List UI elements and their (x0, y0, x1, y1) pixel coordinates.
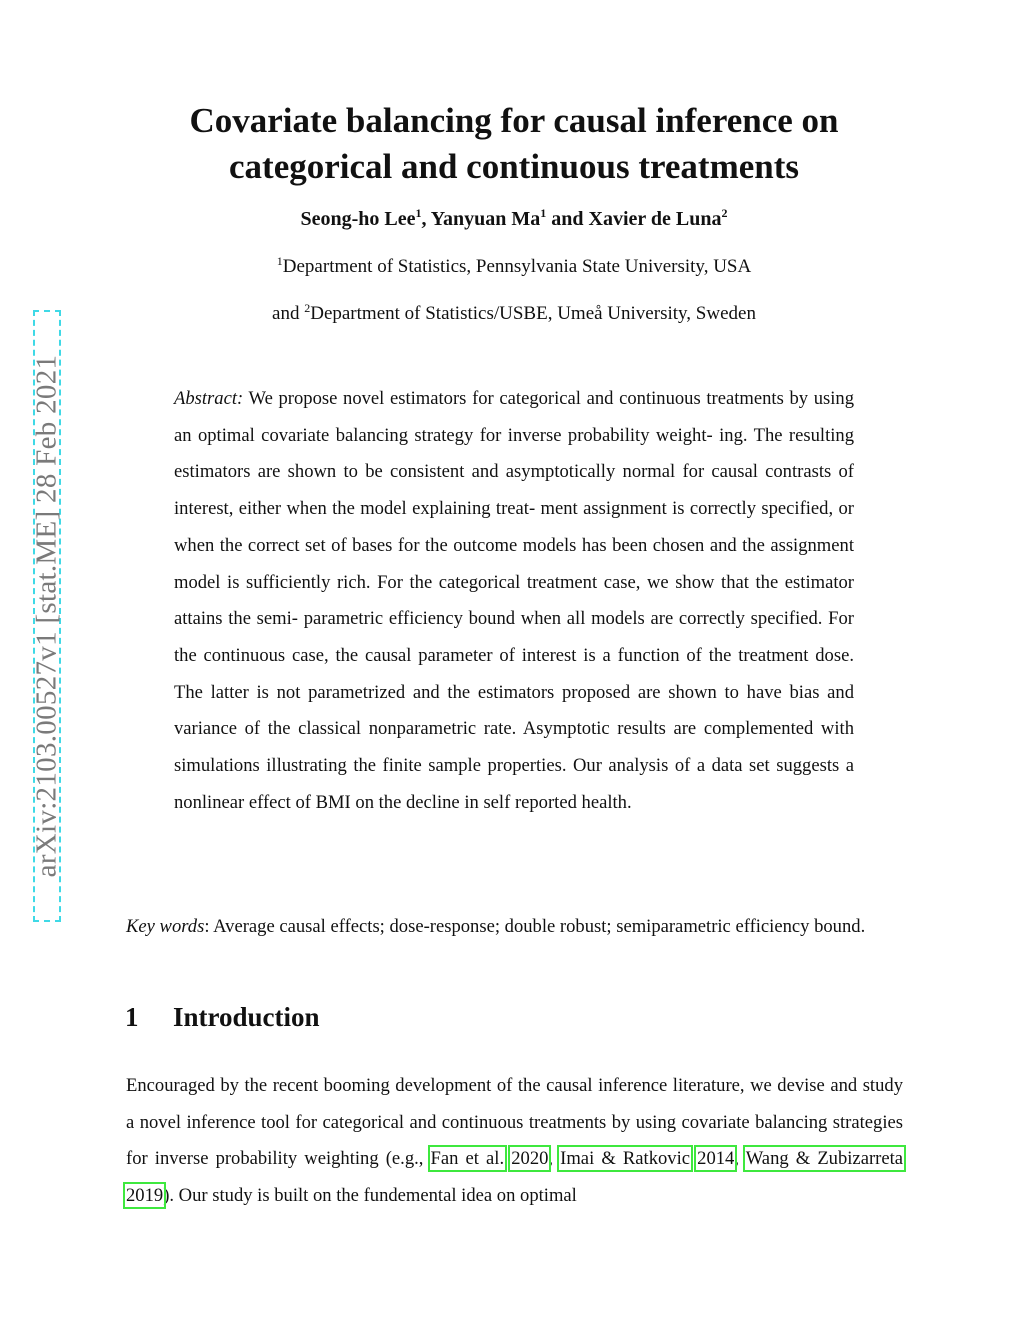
arxiv-stamp[interactable] (30, 310, 63, 922)
intro-text: ). Our study is built on the fundemental idea on optimal (163, 1185, 577, 1207)
citation-link[interactable]: Wang & Zubizarreta (745, 1148, 903, 1170)
intro-text: , (548, 1148, 561, 1170)
title-line-2: categorical and continuous treatments (229, 147, 799, 186)
section-title: Introduction (173, 1002, 320, 1032)
citation-link[interactable]: Imai & Ratkovic (560, 1148, 691, 1170)
author-2: Yanyuan Ma (430, 208, 541, 230)
affiliation-1-text: Department of Statistics, Pennsylvania State University, USA (282, 256, 752, 277)
title-line-1: Covariate balancing for causal inference on (189, 101, 839, 140)
citation-link[interactable]: 2020 (511, 1148, 549, 1170)
affiliation-2 (100, 303, 928, 325)
keywords (126, 909, 903, 946)
affiliation-2-prefix: and (272, 303, 305, 324)
intro-text: , (734, 1148, 746, 1170)
author-3-affil-mark: 2 (721, 206, 728, 220)
citation-link[interactable]: 2019 (126, 1185, 164, 1207)
affiliation-1 (100, 256, 928, 278)
keywords-text: : Average causal effects; dose-response; double robust; semiparametric efficiency bound. (204, 916, 866, 937)
affiliation-2-text: Department of Statistics/USBE, Umeå University, Sweden (310, 303, 756, 324)
author-1: Seong-ho Lee (300, 208, 416, 230)
author-list (100, 208, 928, 231)
abstract-text: We propose novel estimators for categorical and continuous treatments by using an optimal covariate balancing strategy for inverse probability weight- ing. The resulting estimators are shown to be consistent and asymptotically normal for causal contrasts of interest, either when the model explaining treat- ment assignment is correctly specified, or when the correct set of bases for the outcome models has been chosen and the assignment model is sufficiently rich. For the categorical treatment case, we show that the estimator attains the semi- parametric efficiency bound when all models are correctly specified. For the continuous case, the causal parameter of interest is a function of the treatment dose. The latter is not parametrized and the estimators proposed are shown to have bias and variance of the classical nonparametric rate. Asymptotic results are complemented with simulations illustrating the finite sample properties. Our analysis of a data set suggests a nonlinear effect of BMI on the decline in self reported health. (174, 388, 854, 813)
author-2-affil-mark: 1 (540, 206, 547, 220)
arxiv-stamp-text: arXiv:2103.00527v1 [stat.ME] 28 Feb 2021 (30, 354, 63, 878)
affiliation-1-mark: 1 (276, 254, 283, 268)
author-3: Xavier de Luna (588, 208, 722, 230)
citation-link[interactable]: Fan et al. (430, 1148, 505, 1170)
section-number: 1 (125, 1002, 139, 1032)
paper-title (100, 98, 928, 190)
keywords-label: Key words (126, 916, 205, 937)
intro-paragraph (126, 1068, 903, 1215)
intro-text: Encouraged by the recent booming development of the causal inference literature, we devise and study a novel inference tool for categorical and continuous treatments by using covariate balancing strategies for inverse probability weighting (e.g., (126, 1075, 903, 1170)
abstract-label: Abstract: (174, 388, 244, 409)
abstract (174, 381, 854, 821)
author-1-affil-mark: 1 (415, 206, 422, 220)
author-separator: , (421, 208, 431, 230)
section-heading (125, 1002, 320, 1033)
author-separator: and (546, 208, 589, 230)
citation-link[interactable]: 2014 (697, 1148, 735, 1170)
affiliation-2-mark: 2 (304, 301, 311, 315)
